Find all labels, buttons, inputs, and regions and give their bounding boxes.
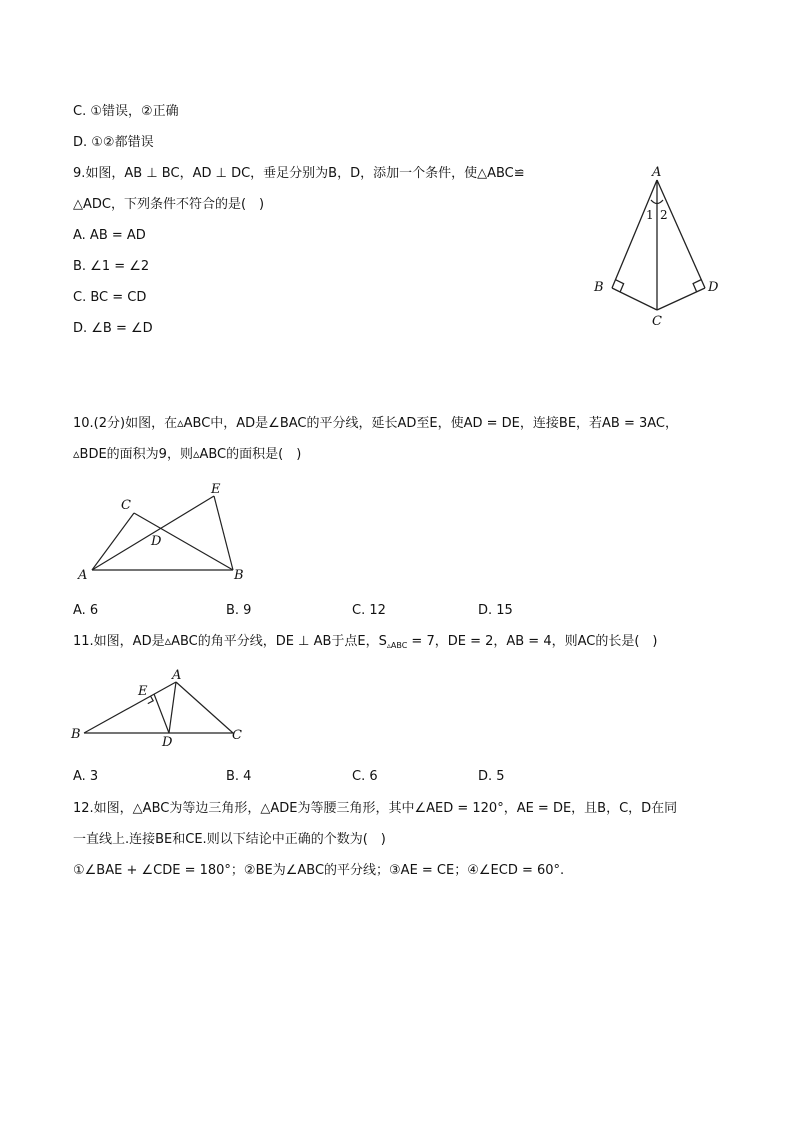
q9-option-a: A. AB = AD bbox=[73, 228, 146, 243]
q11-stem-suffix: = 7，DE = 2，AB = 4，则AC的长是( ) bbox=[407, 634, 658, 649]
q9-figure bbox=[585, 160, 725, 335]
q11-figure bbox=[65, 664, 265, 754]
q11-option-c: C. 6 bbox=[352, 769, 378, 784]
q9-label-d: D bbox=[708, 280, 719, 295]
q10-option-b: B. 9 bbox=[226, 603, 252, 618]
q9-stem-line2: △ADC，下列条件不符合的是( ) bbox=[73, 197, 265, 212]
q11-label-b: B bbox=[71, 727, 81, 742]
q11-label-a: A bbox=[172, 668, 182, 683]
option-d-prev: D. ①②都错误 bbox=[73, 135, 154, 150]
q11-segment-ad bbox=[169, 682, 176, 733]
q10-label-d: D bbox=[151, 534, 162, 549]
q12-stem-line2: 一直线上.连接BE和CE.则以下结论中正确的个数为( ) bbox=[73, 832, 386, 847]
q11-label-c: C bbox=[232, 728, 242, 743]
q11-label-d: D bbox=[162, 735, 173, 750]
q9-segment-ab bbox=[612, 180, 657, 288]
q9-label-2: 2 bbox=[660, 208, 668, 222]
q10-option-c: C. 12 bbox=[352, 603, 386, 618]
q9-label-1: 1 bbox=[646, 208, 654, 222]
q9-option-c: C. BC = CD bbox=[73, 290, 147, 305]
q11-segment-ba bbox=[84, 682, 176, 733]
q9-option-d: D. ∠B = ∠D bbox=[73, 321, 153, 336]
q10-segment-ac bbox=[92, 513, 134, 570]
q11-segment-ac bbox=[176, 682, 233, 733]
q11-stem bbox=[73, 633, 658, 655]
q10-option-d: D. 15 bbox=[478, 603, 513, 618]
q9-label-c: C bbox=[652, 314, 662, 329]
q9-option-b: B. ∠1 = ∠2 bbox=[73, 259, 150, 274]
q10-label-c: C bbox=[121, 498, 131, 513]
q11-label-e: E bbox=[138, 684, 148, 699]
q9-stem-line1: 9.如图，AB ⊥ BC，AD ⊥ DC，垂足分别为B，D，添加一个条件，使△ABC≌ bbox=[73, 166, 525, 181]
q10-stem-line2: ▵BDE的面积为9，则▵ABC的面积是( ) bbox=[73, 447, 302, 462]
q10-label-b: B bbox=[234, 568, 244, 583]
q11-stem-prefix: 11.如图，AD是▵ABC的角平分线，DE ⊥ AB于点E，S bbox=[73, 634, 387, 649]
q11-option-b: B. 4 bbox=[226, 769, 252, 784]
q9-segment-ad bbox=[657, 180, 705, 288]
q10-stem-line1: 10.(2分)如图，在▵ABC中，AD是∠BAC的平分线，延长AD至E，使AD = DE，连接BE，若AB = 3AC， bbox=[73, 416, 679, 431]
q10-segment-eb bbox=[214, 496, 233, 570]
q9-segment-bc bbox=[612, 288, 657, 310]
q9-segment-dc bbox=[657, 288, 705, 310]
q9-label-a: A bbox=[652, 165, 662, 180]
q11-segment-de bbox=[154, 694, 169, 733]
q10-option-a: A. 6 bbox=[73, 603, 99, 618]
q11-stem-subscript: ▵ABC bbox=[386, 641, 408, 650]
q10-segment-ae bbox=[92, 496, 214, 570]
q11-option-d: D. 5 bbox=[478, 769, 505, 784]
q10-label-e: E bbox=[211, 482, 221, 497]
q10-segment-cb bbox=[134, 513, 233, 570]
q9-label-b: B bbox=[594, 280, 604, 295]
q12-stem-line1: 12.如图，△ABC为等边三角形，△ADE为等腰三角形，其中∠AED = 120°，AE = DE，且B，C，D在同 bbox=[73, 801, 678, 816]
q10-label-a: A bbox=[78, 568, 88, 583]
option-c-prev: C. ①错误，②正确 bbox=[73, 104, 179, 119]
q10-figure bbox=[70, 478, 260, 588]
q12-stem-line3: ①∠BAE + ∠CDE = 180°；②BE为∠ABC的平分线；③AE = CE；④∠ECD = 60°. bbox=[73, 863, 565, 878]
q11-option-a: A. 3 bbox=[73, 769, 99, 784]
